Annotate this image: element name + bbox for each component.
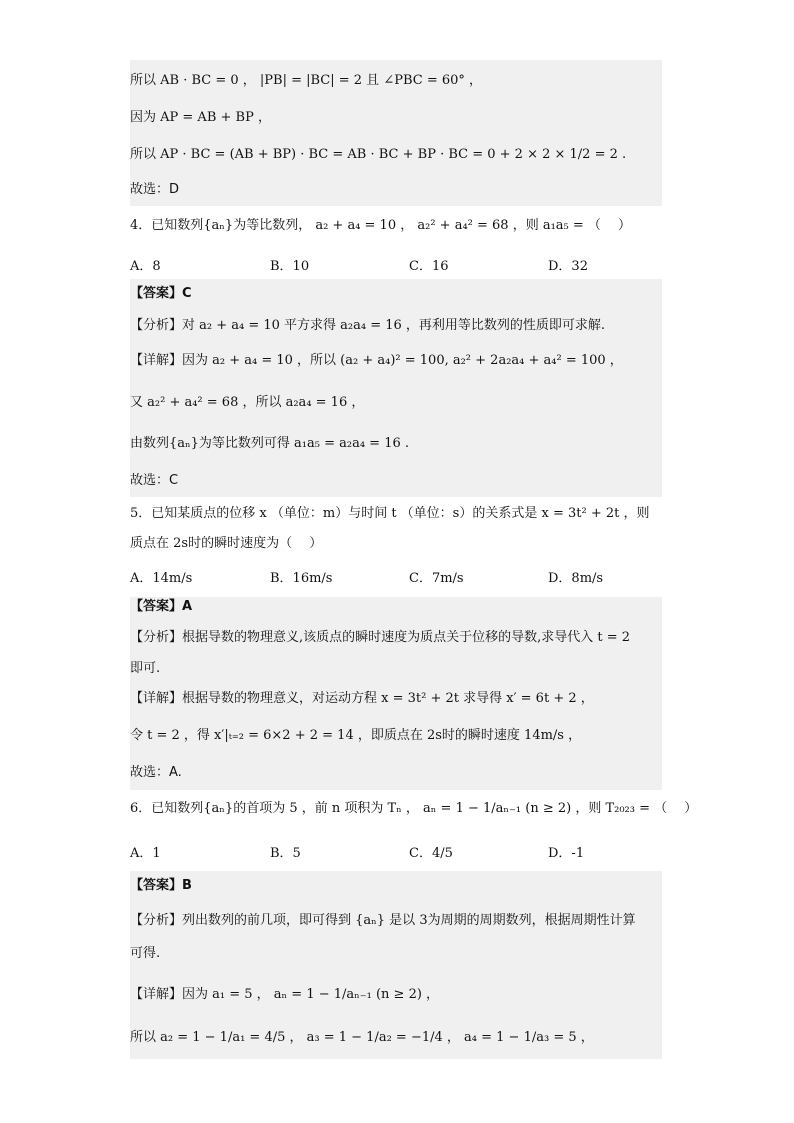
q5-option-d: D．8m/s: [548, 571, 604, 586]
prev-choice: 故选：D: [130, 182, 180, 197]
q6-option-c: C．4/5: [409, 846, 453, 861]
q4-option-d: D．32: [548, 259, 588, 274]
q6-analysis-2: 可得.: [130, 946, 161, 961]
q5-stem-2: 质点在 2s时的瞬时速度为（ ）: [130, 536, 323, 551]
q4-detail-2: 又 a₂² + a₄² = 68 ，所以 a₂a₄ = 16 ，: [130, 395, 365, 410]
q6-answer: 【答案】B: [130, 878, 192, 893]
q6-option-a: A．1: [130, 846, 161, 861]
q4-answer: 【答案】C: [130, 286, 192, 301]
q5-choice: 故选：A.: [130, 765, 182, 780]
q5-analysis-2: 即可.: [130, 661, 161, 676]
q6-option-d: D．-1: [548, 846, 585, 861]
q4-detail-1: 【详解】因为 a₂ + a₄ = 10 ，所以 (a₂ + a₄)² = 100, a₂² + 2a₂a₄ + a₄² = 100 ，: [130, 353, 623, 368]
q4-stem: 4．已知数列{aₙ}为等比数列， a₂ + a₄ = 10 ， a₂² + a₄² = 68 ，则 a₁a₅ = （ ）: [130, 218, 632, 233]
q5-option-a: A．14m/s: [130, 571, 193, 586]
q4-option-c: C．16: [409, 259, 449, 274]
solution-block-q4: [130, 279, 662, 497]
q4-analysis: 【分析】对 a₂ + a₄ = 10 平方求得 a₂a₄ = 16 ，再利用等比数列的性质即可求解.: [130, 318, 606, 333]
q6-option-b: B．5: [270, 846, 301, 861]
q5-answer: 【答案】A: [130, 599, 193, 614]
q6-detail-2: 所以 a₂ = 1 − 1/a₁ = 4/5 ， a₃ = 1 − 1/a₂ = −1/4 ， a₄ = 1 − 1/a₃ = 5 ，: [130, 1030, 594, 1045]
q4-option-b: B．10: [270, 259, 310, 274]
q6-stem: 6．已知数列{aₙ}的首项为 5 ，前 n 项积为 Tₙ ， aₙ = 1 − 1/aₙ₋₁ (n ≥ 2) ，则 T₂₀₂₃ = （ ）: [130, 801, 698, 816]
q5-option-b: B．16m/s: [270, 571, 333, 586]
prev-line-3: 所以 AP · BC = (AB + BP) · BC = AB · BC + BP · BC = 0 + 2 × 2 × 1/2 = 2 .: [130, 147, 627, 162]
q4-option-a: A．8: [130, 259, 161, 274]
q6-analysis-1: 【分析】列出数列的前几项，即可得到 {aₙ} 是以 3为周期的周期数列，根据周期性计算: [130, 913, 636, 928]
q5-detail-1: 【详解】根据导数的物理意义，对运动方程 x = 3t² + 2t 求导得 x′ = 6t + 2 ，: [130, 691, 594, 706]
q4-detail-3: 由数列{aₙ}为等比数列可得 a₁a₅ = a₂a₄ = 16 .: [130, 436, 410, 451]
prev-line-2: 因为 AP = AB + BP ，: [130, 110, 271, 125]
q5-analysis-1: 【分析】根据导数的物理意义,该质点的瞬时速度为质点关于位移的导数,求导代入 t = 2: [130, 630, 631, 645]
q5-detail-2: 令 t = 2 ，得 x′|ₜ₌₂ = 6×2 + 2 = 14 ，即质点在 2s时的瞬时速度 14m/s ，: [130, 728, 582, 743]
q6-detail-1: 【详解】因为 a₁ = 5 ， aₙ = 1 − 1/aₙ₋₁ (n ≥ 2) ，: [130, 987, 440, 1002]
prev-line-1: 所以 AB · BC = 0 ， |PB| = |BC| = 2 且 ∠PBC = 60° ，: [130, 73, 483, 88]
q5-stem-1: 5．已知某质点的位移 x （单位：m）与时间 t （单位：s）的关系式是 x = 3t² + 2t ，则: [130, 506, 650, 521]
q4-choice: 故选：C: [130, 473, 179, 488]
q5-option-c: C．7m/s: [409, 571, 464, 586]
